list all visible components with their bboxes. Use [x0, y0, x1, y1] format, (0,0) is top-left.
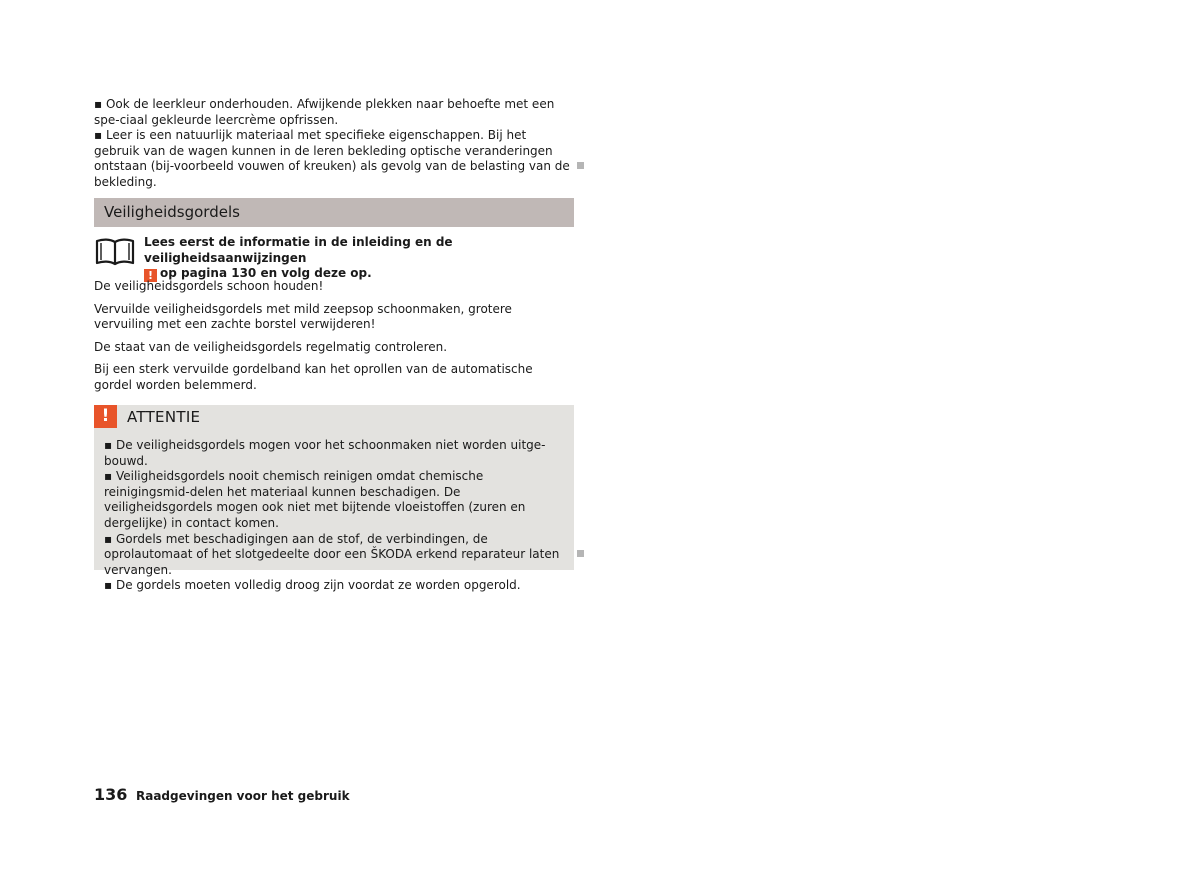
- intro-bullet: ▪ Ook de leerkleur onderhouden. Afwijkende plekken naar behoefte met een spe-ciaal gekleurde leercrème opfrissen.: [94, 97, 574, 128]
- body-paragraph: Vervuilde veiligheidsgordels met mild zeepsop schoonmaken, grotere vervuiling met een zachte borstel verwijderen!: [94, 301, 512, 332]
- page-number: 136: [94, 785, 128, 804]
- section-end-mark: [577, 162, 584, 169]
- attention-bullets: [104, 438, 569, 594]
- body-paragraph: De veiligheidsgordels schoon houden!: [94, 279, 324, 293]
- warning-icon: !: [94, 405, 117, 428]
- intro-bullet: ▪ Leer is een natuurlijk materiaal met specifieke eigenschappen. Bij het gebruik van de wagen kunnen in de leren bekleding optische veranderingen ontstaan (bij-voorbeeld vouwen of kreuken) als gevolg van de belasting van de bekleding.: [94, 128, 574, 190]
- body-paragraph: De staat van de veiligheidsgordels regelmatig controleren.: [94, 339, 448, 354]
- section-end-mark: [577, 550, 584, 557]
- reference-line-1: Lees eerst de informatie in de inleiding en de veiligheidsaanwijzingen: [144, 235, 453, 265]
- body-text: [94, 279, 574, 401]
- attention-bullet: ▪ Gordels met beschadigingen aan de stof, de verbindingen, de oprolautomaat of het slotgedeelte door een ŠKODA erkend reparateur laten vervangen.: [104, 532, 569, 579]
- section-title: Veiligheidsgordels: [94, 198, 574, 227]
- chapter-title: Raadgevingen voor het gebruik: [136, 789, 350, 803]
- reference-note: [94, 235, 574, 283]
- book-icon: [95, 237, 135, 267]
- attention-bullet: ▪ Veiligheidsgordels nooit chemisch reinigen omdat chemische reinigingsmid-delen het materiaal kunnen beschadigen. De veiligheidsgordels mogen ook niet met bijtende vloeistoffen (zuren en dergelijke) in contact komen.: [104, 469, 569, 531]
- intro-bullets: [94, 97, 574, 191]
- warning-icon: !: [144, 269, 157, 282]
- attention-box: [94, 405, 574, 593]
- attention-bullet: ▪ De gordels moeten volledig droog zijn voordat ze worden opgerold.: [104, 578, 569, 594]
- attention-title: ATTENTIE: [127, 408, 201, 426]
- reference-page-link: op pagina 130 en volg deze op.: [160, 266, 372, 281]
- body-paragraph: Bij een sterk vervuilde gordelband kan het oprollen van de automatische gordel worden belemmerd.: [94, 362, 533, 392]
- attention-bullet: ▪ De veiligheidsgordels mogen voor het schoonmaken niet worden uitge-bouwd.: [104, 438, 569, 469]
